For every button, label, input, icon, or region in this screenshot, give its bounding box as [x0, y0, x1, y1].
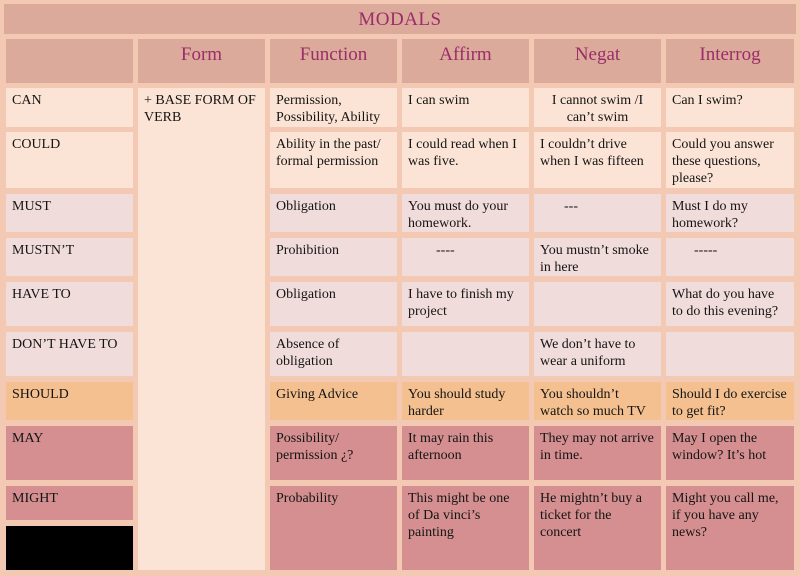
affirm-cell: It may rain this afternoon — [402, 426, 529, 480]
interrog-cell: Can I swim? — [666, 88, 794, 127]
affirm-cell: I have to finish my project — [402, 282, 529, 326]
affirm-cell: You should study harder — [402, 382, 529, 420]
black-box — [6, 526, 133, 570]
page-title: MODALS — [4, 4, 796, 34]
header-negat: Negat — [534, 39, 661, 83]
modal-cell: MIGHT — [6, 486, 133, 520]
header-form: Form — [138, 39, 265, 83]
function-cell: Ability in the past/ formal permission — [270, 132, 397, 188]
modal-cell: MAY — [6, 426, 133, 480]
modal-cell: HAVE TO — [6, 282, 133, 326]
affirm-cell: This might be one of Da vinci’s painting — [402, 486, 529, 570]
negat-cell: --- — [534, 194, 661, 232]
function-cell: Probability — [270, 486, 397, 570]
interrog-cell — [666, 332, 794, 376]
header-blank — [6, 39, 133, 83]
modal-cell: MUSTN’T — [6, 238, 133, 276]
negat-cell: He mightn’t buy a ticket for the concert — [534, 486, 661, 570]
header-interrog: Interrog — [666, 39, 794, 83]
negat-cell: You mustn’t smoke in here — [534, 238, 661, 276]
interrog-cell: ----- — [666, 238, 794, 276]
interrog-cell: What do you have to do this evening? — [666, 282, 794, 326]
modal-cell: SHOULD — [6, 382, 133, 420]
affirm-cell — [402, 332, 529, 376]
header-function: Function — [270, 39, 397, 83]
interrog-cell: Could you answer these questions, please? — [666, 132, 794, 188]
negat-cell: You shouldn’t watch so much TV — [534, 382, 661, 420]
affirm-cell: ---- — [402, 238, 529, 276]
modal-cell: CAN — [6, 88, 133, 127]
function-cell: Prohibition — [270, 238, 397, 276]
negat-cell: I couldn’t drive when I was fifteen — [534, 132, 661, 188]
interrog-cell: Must I do my homework? — [666, 194, 794, 232]
function-cell: Possibility/ permission ¿? — [270, 426, 397, 480]
function-cell: Permission, Possibility, Ability — [270, 88, 397, 127]
negat-cell: They may not arrive in time. — [534, 426, 661, 480]
header-affirm: Affirm — [402, 39, 529, 83]
modal-cell: DON’T HAVE TO — [6, 332, 133, 376]
form-cell: + BASE FORM OF VERB — [138, 88, 265, 570]
interrog-cell: Should I do exercise to get fit? — [666, 382, 794, 420]
function-cell: Giving Advice — [270, 382, 397, 420]
affirm-cell: You must do your homework. — [402, 194, 529, 232]
function-cell: Obligation — [270, 194, 397, 232]
interrog-cell: Might you call me, if you have any news? — [666, 486, 794, 570]
modal-cell: COULD — [6, 132, 133, 188]
modal-cell: MUST — [6, 194, 133, 232]
affirm-cell: I can swim — [402, 88, 529, 127]
affirm-cell: I could read when I was five. — [402, 132, 529, 188]
negat-cell: I cannot swim /I can’t swim — [534, 88, 661, 127]
interrog-cell: May I open the window? It’s hot — [666, 426, 794, 480]
function-cell: Absence of obligation — [270, 332, 397, 376]
function-cell: Obligation — [270, 282, 397, 326]
negat-cell: We don’t have to wear a uniform — [534, 332, 661, 376]
negat-cell — [534, 282, 661, 326]
